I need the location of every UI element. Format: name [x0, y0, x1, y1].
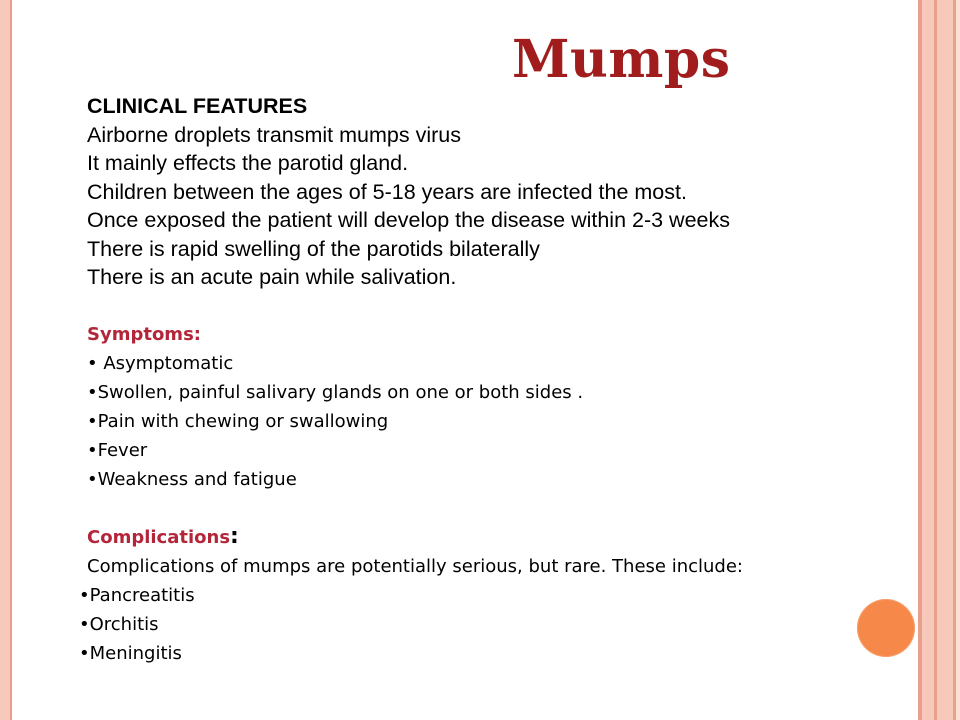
symptom-item: •Fever — [87, 440, 148, 461]
symptoms-block — [87, 320, 847, 494]
accent-circle-decoration — [857, 599, 915, 657]
clinical-line: Once exposed the patient will develop the disease within 2-3 weeks — [87, 208, 730, 232]
clinical-features-block — [87, 92, 847, 292]
symptom-item: •Swollen, painful salivary glands on one or both sides . — [87, 382, 584, 403]
symptoms-heading: Symptoms: — [87, 324, 201, 345]
symptom-item: • Asymptomatic — [87, 353, 234, 374]
complication-item: •Meningitis — [79, 643, 182, 664]
left-frame-border — [0, 0, 10, 720]
symptom-item: •Weakness and fatigue — [87, 469, 297, 490]
clinical-line: Airborne droplets transmit mumps virus — [87, 122, 461, 147]
slide-title: Mumps — [512, 29, 731, 90]
left-frame-line — [10, 0, 12, 720]
clinical-line: Children between the ages of 5-18 years are infected the most. — [87, 179, 687, 204]
complications-heading-colon: : — [230, 524, 239, 549]
right-frame-border — [918, 0, 960, 720]
complication-item: •Orchitis — [79, 614, 159, 635]
symptom-item: •Pain with chewing or swallowing — [87, 411, 389, 432]
complications-heading — [87, 522, 847, 552]
complication-item: •Pancreatitis — [79, 585, 195, 606]
complications-block — [79, 522, 847, 668]
complications-intro: Complications of mumps are potentially serious, but rare. These include: — [87, 556, 743, 577]
clinical-line: There is an acute pain while salivation. — [87, 265, 457, 289]
complications-heading-text: Complications — [87, 527, 231, 548]
clinical-features-heading: CLINICAL FEATURES — [87, 94, 308, 118]
clinical-line: There is rapid swelling of the parotids bilaterally — [87, 236, 540, 261]
clinical-line: It mainly effects the parotid gland. — [87, 151, 409, 175]
